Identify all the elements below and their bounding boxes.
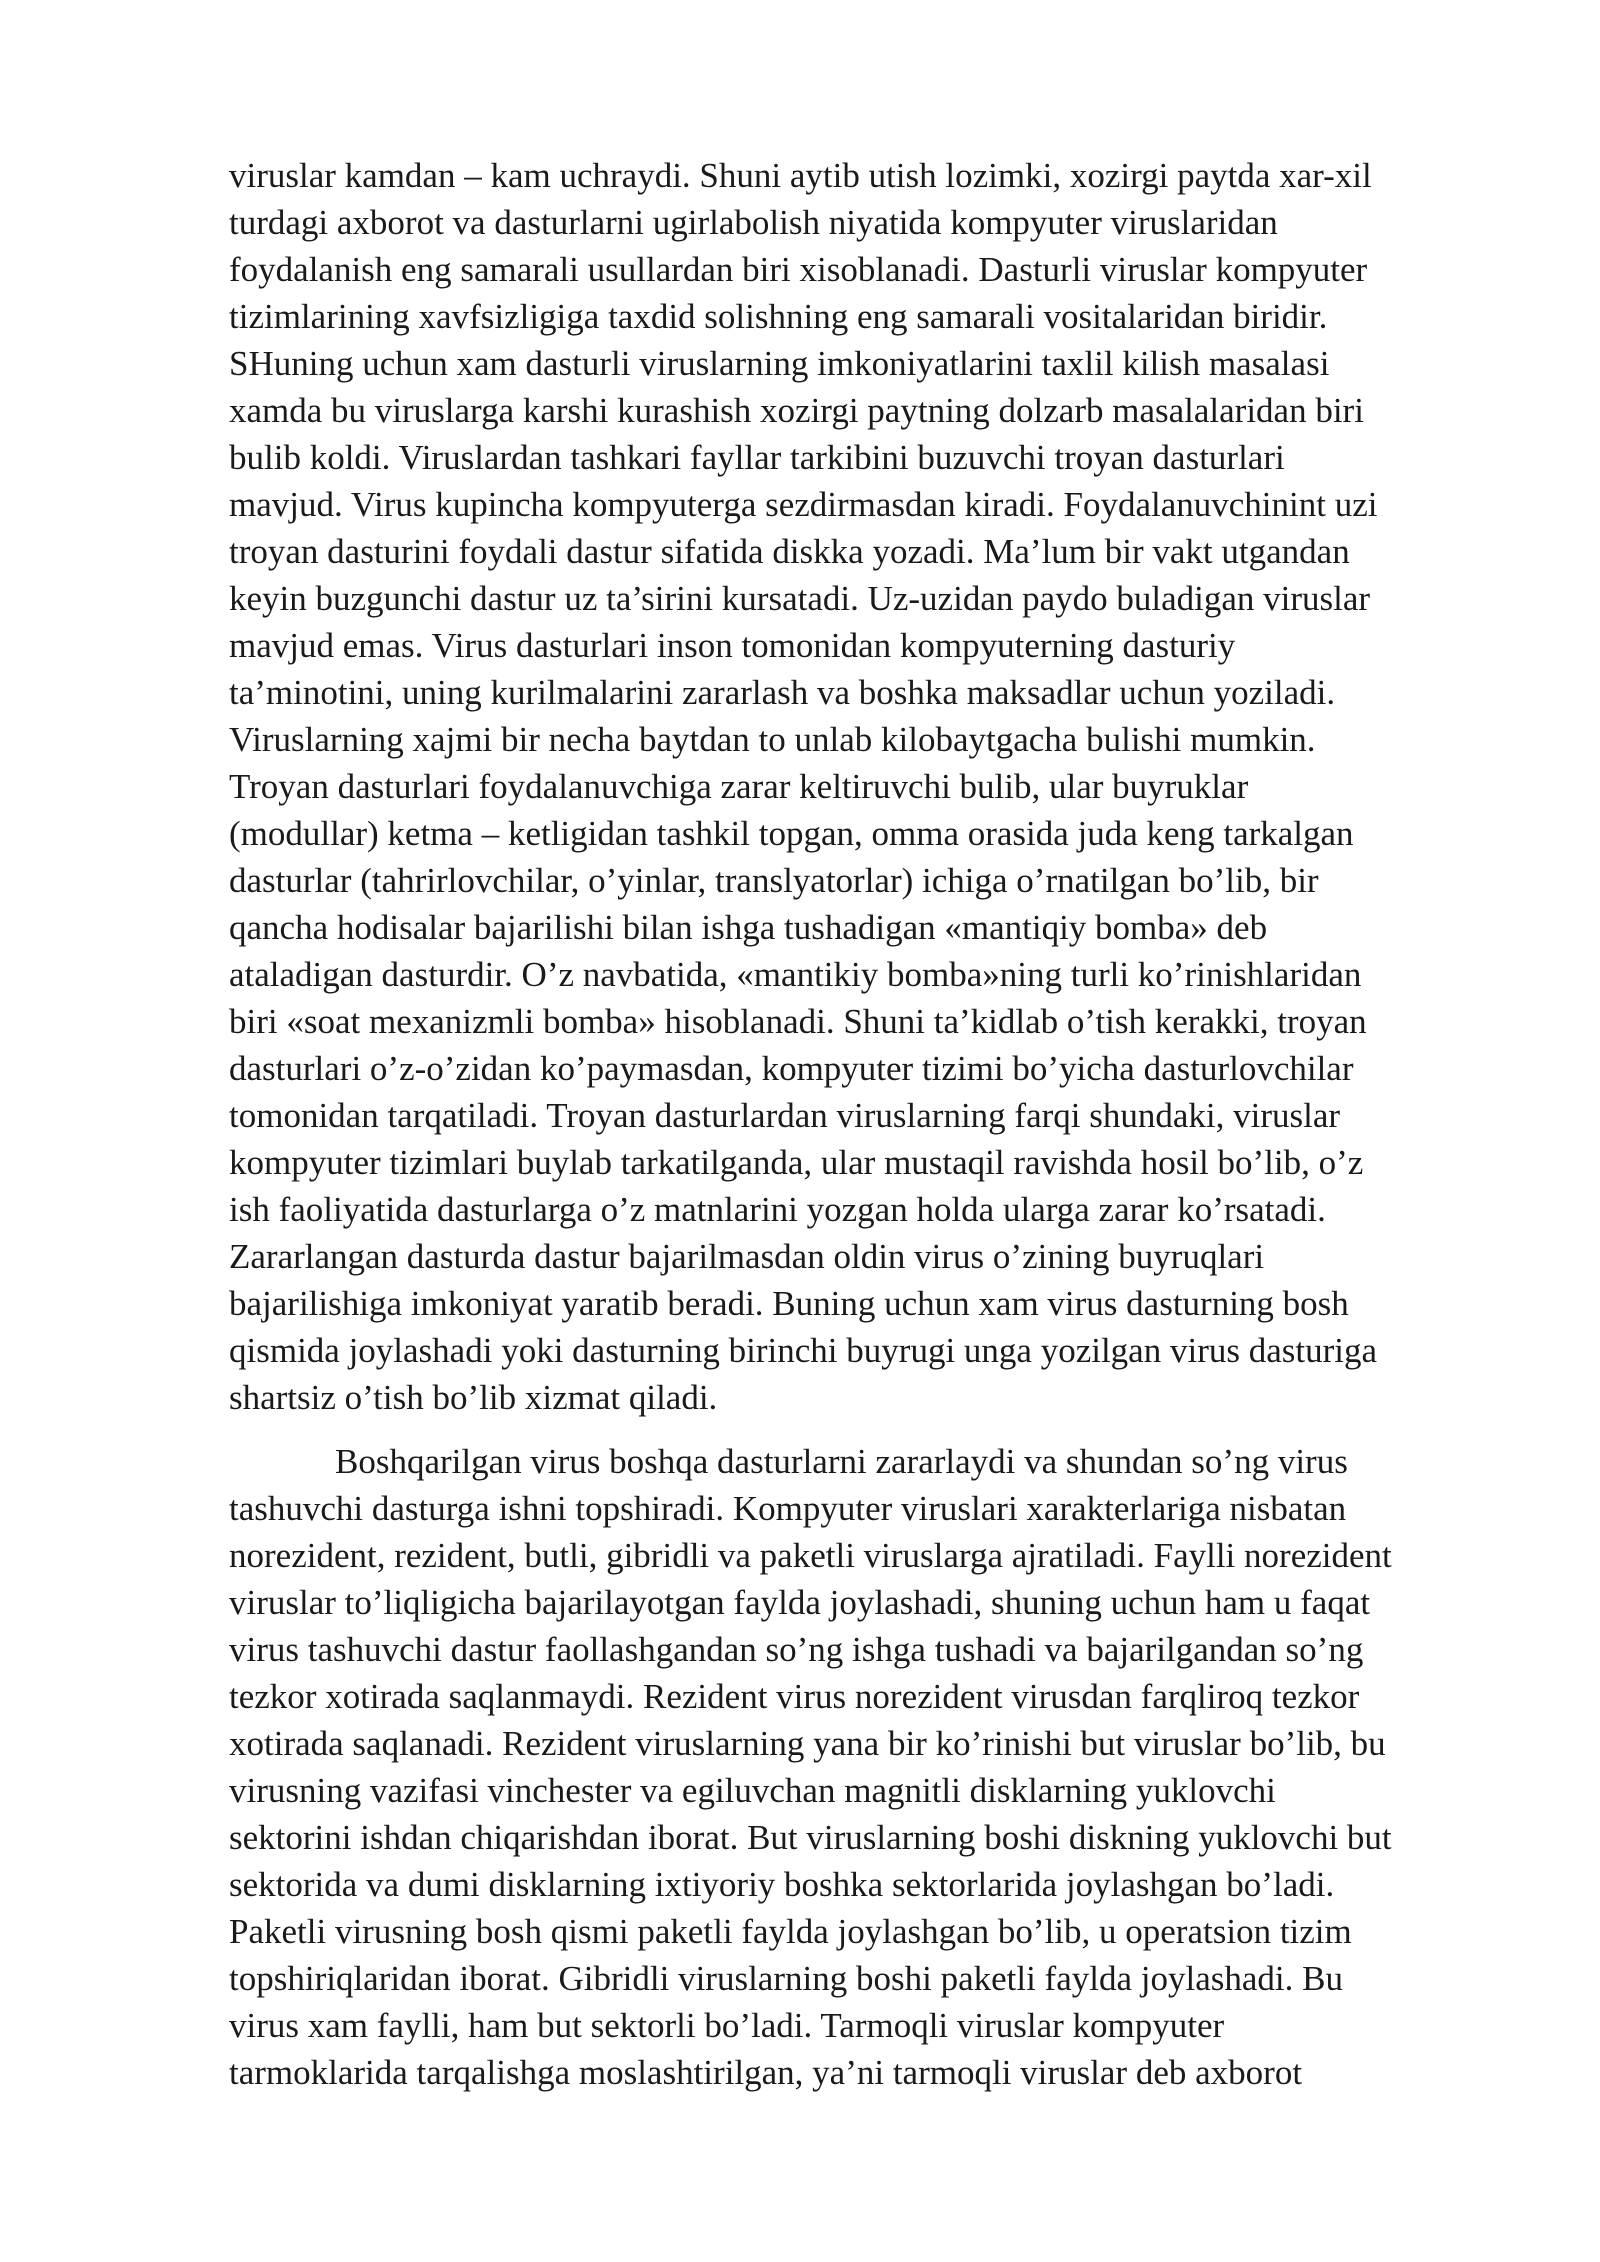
paragraph-2 xyxy=(229,1438,1509,2096)
text-line: Paketli virusning bosh qismi paketli faylda joylashgan bo’lib, u operatsion tizim xyxy=(229,1912,1352,1951)
text-line: tezkor xotirada saqlanmaydi. Rezident virus norezident virusdan farqliroq tezkor xyxy=(229,1677,1360,1716)
text-line: shartsiz o’tish bo’lib xizmat qiladi. xyxy=(229,1378,718,1417)
text-line: sektorida va dumi disklarning ixtiyoriy boshka sektorlarida joylashgan bo’ladi. xyxy=(229,1865,1335,1904)
text-line: sektorini ishdan chiqarishdan iborat. But viruslarning boshi diskning yuklovchi but xyxy=(229,1818,1392,1857)
text-line: viruslar kamdan – kam uchraydi. Shuni aytib utish lozimki, xozirgi paytda xar-xil xyxy=(229,156,1372,195)
text-line: troyan dasturini foydali dastur sifatida diskka yozadi. Ma’lum bir vakt utgandan xyxy=(229,532,1350,571)
paragraph-1 xyxy=(229,152,1509,1421)
text-line: tashuvchi dasturga ishni topshiradi. Kompyuter viruslari xarakterlariga nisbatan xyxy=(229,1489,1347,1528)
text-line: bajarilishiga imkoniyat yaratib beradi. Buning uchun xam virus dasturning bosh xyxy=(229,1284,1349,1323)
text-line: mavjud. Virus kupincha kompyuterga sezdirmasdan kiradi. Foydalanuvchinint uzi xyxy=(229,485,1378,524)
text-line: Boshqarilgan virus boshqa dasturlarni zararlaydi va shundan so’ng virus xyxy=(335,1442,1348,1481)
text-line: Zararlangan dasturda dastur bajarilmasdan oldin virus o’zining buyruqlari xyxy=(229,1237,1265,1276)
text-line: ataladigan dasturdir. O’z navbatida, «mantikiy bomba»ning turli ko’rinishlaridan xyxy=(229,955,1362,994)
text-line: keyin buzgunchi dastur uz ta’sirini kursatadi. Uz-uzidan paydo buladigan viruslar xyxy=(229,579,1371,618)
text-line: Viruslarning xajmi bir necha baytdan to unlab kilobaytgacha bulishi mumkin. xyxy=(229,720,1316,759)
text-line: mavjud emas. Virus dasturlari inson tomonidan kompyuterning dasturiy xyxy=(229,626,1236,665)
text-line: SHuning uchun xam dasturli viruslarning imkoniyatlarini taxlil kilish masalasi xyxy=(229,344,1330,383)
text-line: tizimlarining xavfsizligiga taxdid solishning eng samarali vositalaridan biridir. xyxy=(229,297,1328,336)
text-line: virus tashuvchi dastur faollashgandan so’ng ishga tushadi va bajarilgandan so’ng xyxy=(229,1630,1364,1669)
text-line: ish faoliyatida dasturlarga o’z matnlarini yozgan holda ularga zarar ko’rsatadi. xyxy=(229,1190,1326,1229)
text-line: tarmoklarida tarqalishga moslashtirilgan, ya’ni tarmoqli viruslar deb axborot xyxy=(229,2053,1303,2092)
text-line: xamda bu viruslarga karshi kurashish xozirgi paytning dolzarb masalalaridan biri xyxy=(229,391,1364,430)
text-line: turdagi axborot va dasturlarni ugirlabolish niyatida kompyuter viruslaridan xyxy=(229,203,1278,242)
text-line: viruslar to’liqligicha bajarilayotgan faylda joylashadi, shuning uchun ham u faqat xyxy=(229,1583,1371,1622)
text-line: xotirada saqlanadi. Rezident viruslarning yana bir ko’rinishi but viruslar bo’lib, bu xyxy=(229,1724,1386,1763)
text-line: norezident, rezident, butli, gibridli va paketli viruslarga ajratiladi. Faylli norezident xyxy=(229,1536,1392,1575)
text-line: bulib koldi. Viruslardan tashkari fayllar tarkibini buzuvchi troyan dasturlari xyxy=(229,438,1285,477)
document-page xyxy=(229,152,1509,2096)
text-line: (modullar) ketma – ketligidan tashkil topgan, omma orasida juda keng tarkalgan xyxy=(229,814,1354,853)
text-line: kompyuter tizimlari buylab tarkatilganda, ular mustaqil ravishda hosil bo’lib, o’z xyxy=(229,1143,1364,1182)
text-line: tomonidan tarqatiladi. Troyan dasturlardan viruslarning farqi shundaki, viruslar xyxy=(229,1096,1341,1135)
text-line: foydalanish eng samarali usullardan biri xisoblanadi. Dasturli viruslar kompyuter xyxy=(229,250,1368,289)
text-line: qismida joylashadi yoki dasturning birinchi buyrugi unga yozilgan virus dasturiga xyxy=(229,1331,1378,1370)
text-line: biri «soat mexanizmli bomba» hisoblanadi. Shuni ta’kidlab o’tish kerakki, troyan xyxy=(229,1002,1367,1041)
text-line: Troyan dasturlari foydalanuvchiga zarar keltiruvchi bulib, ular buyruklar xyxy=(229,767,1249,806)
text-line: dasturlar (tahrirlovchilar, o’yinlar, translyatorlar) ichiga o’rnatilgan bo’lib, bir xyxy=(229,861,1319,900)
text-line: ta’minotini, uning kurilmalarini zararlash va boshka maksadlar uchun yoziladi. xyxy=(229,673,1336,712)
text-line: dasturlari o’z-o’zidan ko’paymasdan, kompyuter tizimi bo’yicha dasturlovchilar xyxy=(229,1049,1354,1088)
text-line: topshiriqlaridan iborat. Gibridli viruslarning boshi paketli faylda joylashadi. Bu xyxy=(229,1959,1343,1998)
text-line: virus xam faylli, ham but sektorli bo’ladi. Tarmoqli viruslar kompyuter xyxy=(229,2006,1225,2045)
text-line: virusning vazifasi vinchester va egiluvchan magnitli disklarning yuklovchi xyxy=(229,1771,1276,1810)
text-line: qancha hodisalar bajarilishi bilan ishga tushadigan «mantiqiy bomba» deb xyxy=(229,908,1268,947)
